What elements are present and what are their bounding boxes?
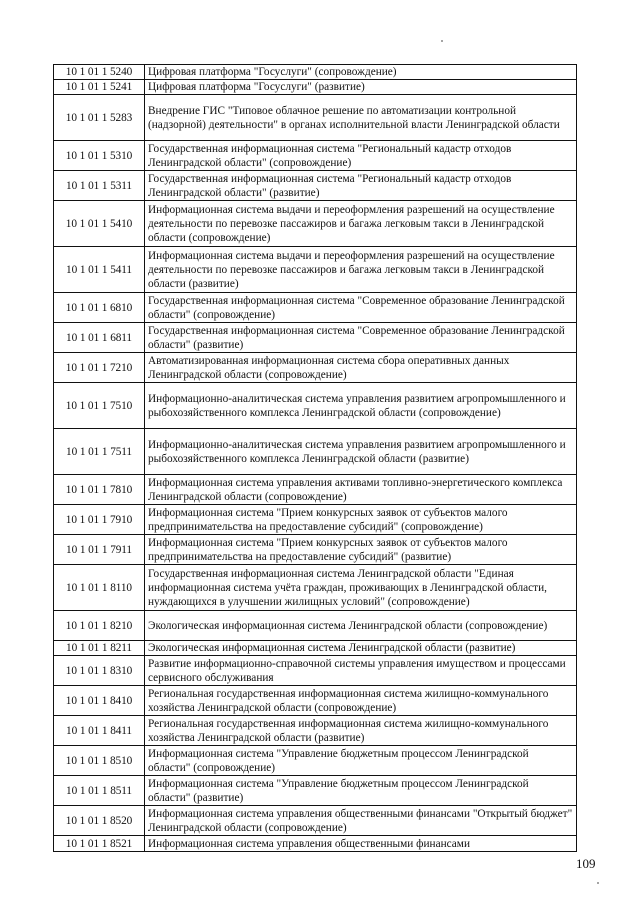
row-code-cell: 10 1 01 1 7910 [54,505,145,535]
row-name-cell: Развитие информационно-справочной системы управления имуществом и процессами сервисного обслуживания [145,656,577,686]
row-name-cell: Информационная система управления активами топливно-энергетического комплекса Ленинградской области (сопровождение) [145,475,577,505]
row-name-cell: Региональная государственная информационная система жилищно-коммунального хозяйства Ленинградской области (сопровождение) [145,686,577,716]
table-row [54,429,577,475]
row-code-cell: 10 1 01 1 5241 [54,80,145,95]
row-code-cell: 10 1 01 1 7510 [54,383,145,429]
row-code-cell: 10 1 01 1 7911 [54,535,145,565]
table-row [54,475,577,505]
row-code-cell: 10 1 01 1 8410 [54,686,145,716]
row-name-cell: Информационная система выдачи и переоформления разрешений на осуществление деятельности по перевозке пассажиров и багажа легковым такси в Ленинградской области (развитие) [145,247,577,293]
row-name-cell: Информационно-аналитическая система управления развитием агропромышленного и рыбохозяйственного комплекса Ленинградской области (сопровождение) [145,383,577,429]
table-row [54,171,577,201]
row-name-cell: Цифровая платформа "Госуслуги" (сопровождение) [145,65,577,80]
row-name-cell: Экологическая информационная система Ленинградской области (развитие) [145,641,577,656]
row-code-cell: 10 1 01 1 5310 [54,141,145,171]
table-row [54,323,577,353]
page-number: 109 [576,856,596,871]
row-code-cell: 10 1 01 1 8211 [54,641,145,656]
row-name-cell: Государственная информационная система "Современное образование Ленинградской области" (сопровождение) [145,293,577,323]
table-row [54,141,577,171]
row-name-cell: Информационная система "Управление бюджетным процессом Ленинградской области" (сопровождение) [145,746,577,776]
row-name-cell: Автоматизированная информационная система сбора оперативных данных Ленинградской области (сопровождение) [145,353,577,383]
table-row [54,293,577,323]
registry-table [53,64,577,852]
row-code-cell: 10 1 01 1 7210 [54,353,145,383]
row-code-cell: 10 1 01 1 7511 [54,429,145,475]
row-name-cell: Экологическая информационная система Ленинградской области (сопровождение) [145,611,577,641]
table-row [54,746,577,776]
row-code-cell: 10 1 01 1 8510 [54,746,145,776]
row-name-cell: Цифровая платформа "Госуслуги" (развитие) [145,80,577,95]
table-row [54,383,577,429]
table-row [54,65,577,80]
table-row [54,535,577,565]
registry-table-body [54,65,577,852]
row-code-cell: 10 1 01 1 5410 [54,201,145,247]
row-code-cell: 10 1 01 1 5283 [54,95,145,141]
table-row [54,201,577,247]
row-name-cell: Информационная система "Прием конкурсных заявок от субъектов малого предпринимательства на предоставление субсидий" (развитие) [145,535,577,565]
row-code-cell: 10 1 01 1 6810 [54,293,145,323]
table-row [54,641,577,656]
row-code-cell: 10 1 01 1 8210 [54,611,145,641]
row-name-cell: Внедрение ГИС "Типовое облачное решение по автоматизации контрольной (надзорной) деятельности" в органах исполнительной власти Ленинградской области [145,95,577,141]
row-code-cell: 10 1 01 1 8521 [54,836,145,852]
scan-speck [441,40,443,42]
row-name-cell: Информационная система управления общественными финансами [145,836,577,852]
row-name-cell: Государственная информационная система "Региональный кадастр отходов Ленинградской области" (развитие) [145,171,577,201]
table-row [54,80,577,95]
row-code-cell: 10 1 01 1 6811 [54,323,145,353]
table-row [54,565,577,611]
row-code-cell: 10 1 01 1 8110 [54,565,145,611]
row-code-cell: 10 1 01 1 5240 [54,65,145,80]
row-code-cell: 10 1 01 1 7810 [54,475,145,505]
table-row [54,247,577,293]
table-row [54,353,577,383]
table-row [54,776,577,806]
table-row [54,505,577,535]
row-code-cell: 10 1 01 1 5411 [54,247,145,293]
table-row [54,836,577,852]
row-name-cell: Государственная информационная система "Региональный кадастр отходов Ленинградской области" (сопровождение) [145,141,577,171]
row-code-cell: 10 1 01 1 8511 [54,776,145,806]
table-row [54,806,577,836]
table-row [54,656,577,686]
row-code-cell: 10 1 01 1 5311 [54,171,145,201]
row-name-cell: Государственная информационная система "Современное образование Ленинградской области" (развитие) [145,323,577,353]
row-name-cell: Информационная система "Прием конкурсных заявок от субъектов малого предпринимательства на предоставление субсидий" (сопровождение) [145,505,577,535]
row-name-cell: Информационно-аналитическая система управления развитием агропромышленного и рыбохозяйственного комплекса Ленинградской области (развитие) [145,429,577,475]
row-code-cell: 10 1 01 1 8411 [54,716,145,746]
row-code-cell: 10 1 01 1 8520 [54,806,145,836]
row-code-cell: 10 1 01 1 8310 [54,656,145,686]
row-name-cell: Региональная государственная информационная система жилищно-коммунального хозяйства Ленинградской области (развитие) [145,716,577,746]
row-name-cell: Информационная система "Управление бюджетным процессом Ленинградской области" (развитие) [145,776,577,806]
row-name-cell: Информационная система выдачи и переоформления разрешений на осуществление деятельности по перевозке пассажиров и багажа легковым такси в Ленинградской области (сопровождение) [145,201,577,247]
table-row [54,716,577,746]
row-name-cell: Государственная информационная система Ленинградской области "Единая информационная система учёта граждан, проживающих в Ленинградской области, нуждающихся в улучшении жилищных условий" (сопровождение) [145,565,577,611]
scan-speck [597,882,599,884]
table-row [54,95,577,141]
table-row [54,686,577,716]
row-name-cell: Информационная система управления общественными финансами "Открытый бюджет" Ленинградской области (сопровождение) [145,806,577,836]
table-row [54,611,577,641]
